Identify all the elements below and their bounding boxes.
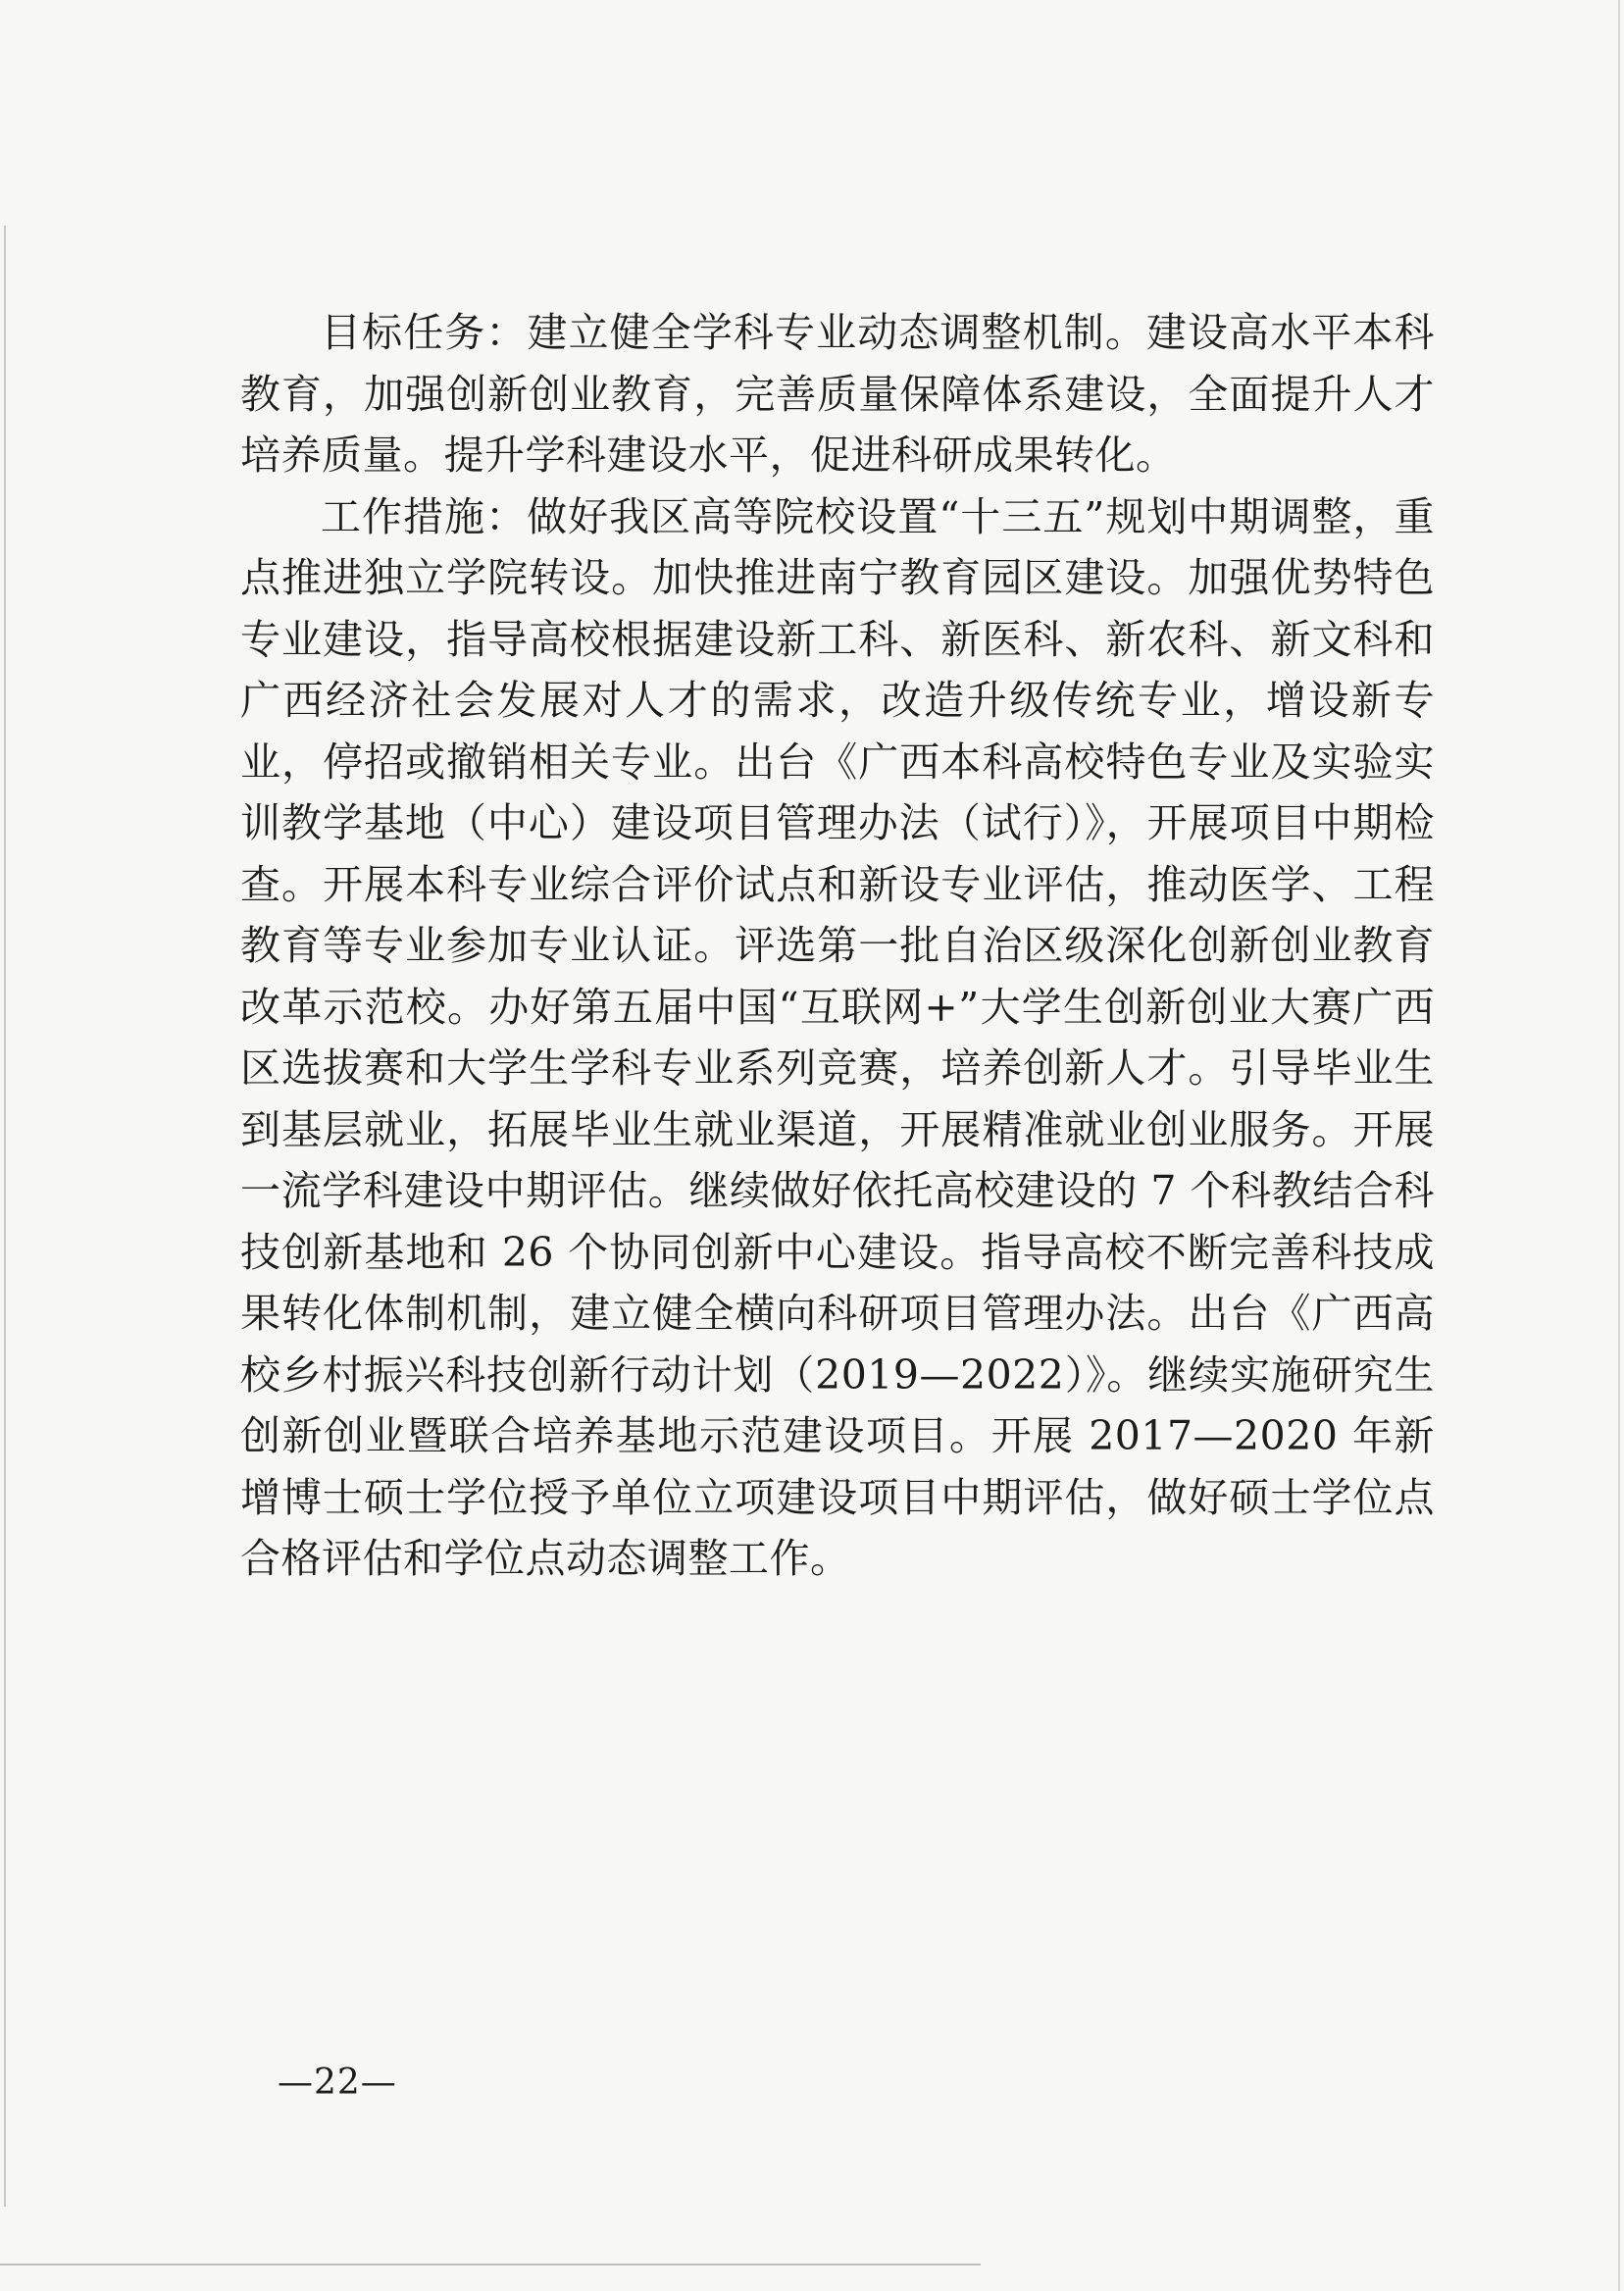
scan-edge-right	[1618, 0, 1620, 2291]
scan-edge-left	[4, 226, 6, 2207]
page-number: —22—	[278, 2062, 397, 2103]
paragraph-measures: 工作措施：做好我区高等院校设置“十三五”规划中期调整，重点推进独立学院转设。加快推进南宁教育园区建设。加强优势特色专业建设，指导高校根据建设新工科、新医科、新农科、新文科和广西经济社会发展对人才的需求，改造升级传统专业，增设新专业，停招或撤销相关专业。出台《广西本科高校特色专业及实验实训教学基地（中心）建设项目管理办法（试行）》，开展项目中期检查。开展本科专业综合评价试点和新设专业评估，推动医学、工程教育等专业参加专业认证。评选第一批自治区级深化创新创业教育改革示范校。办好第五届中国“互联网+”大学生创新创业大赛广西区选拔赛和大学生学科专业系列竞赛，培养创新人才。引导毕业生到基层就业，拓展毕业生就业渠道，开展精准就业创业服务。开展一流学科建设中期评估。继续做好依托高校建设的 7 个科教结合科技创新基地和 26 个协同创新中心建设。指导高校不断完善科技成果转化体制机制，建立健全横向科研项目管理办法。出台《广西高校乡村振兴科技创新行动计划（2019—2022）》。继续实施研究生创新创业暨联合培养基地示范建设项目。开展 2017—2020 年新增博士硕士学位授予单位立项建设项目中期评估，做好硕士学位点合格评估和学位点动态调整工作。	[240, 492, 1435, 1582]
body-text	[240, 302, 1435, 1590]
scan-edge-bottom	[0, 2264, 981, 2266]
paragraph-goals: 目标任务：建立健全学科专业动态调整机制。建设高水平本科教育，加强创新创业教育，完善质量保障体系建设，全面提升人才培养质量。提升学科建设水平，促进科研成果转化。	[240, 309, 1435, 479]
